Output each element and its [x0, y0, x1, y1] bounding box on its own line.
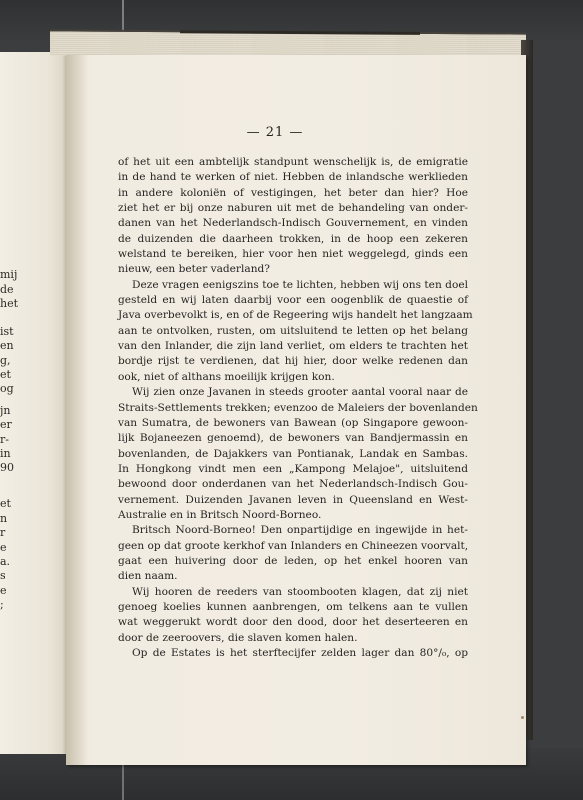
text-line: Deze vragen eenigszins toe te lichten, hebben wij ons ten doel [132, 278, 468, 291]
left-page [0, 52, 70, 754]
page-body-text [118, 155, 478, 661]
text-line: ziet het er bij onze naburen uit met de behandeling van onder- [118, 202, 468, 215]
text-line: Java overbevolkt is, en of de Regeering wijs handelt het langzaam [118, 309, 473, 322]
text-line: bewoond door onderdanen van het Nederlandsch-Indisch Gou- [118, 478, 468, 491]
left-page-text-fragment: a. [0, 555, 11, 568]
text-line: in andere koloniën of vestigingen, het beter dan hier? Hoe [118, 186, 468, 199]
text-line: nieuw, een beter vaderland? [118, 263, 270, 276]
text-line: Wij zien onze Javanen in steeds grooter aantal vooral naar de [132, 386, 468, 399]
left-page-text-fragment: het [0, 297, 19, 310]
text-line: de duizenden die daarheen trokken, in de hoop een zekeren [118, 232, 468, 245]
left-page-text-fragment: et [0, 497, 11, 510]
left-page-text-fragment: jn [0, 404, 11, 417]
left-page-text-fragment: en [0, 339, 14, 352]
text-line: of het uit een ambtelijk standpunt wenschelijk is, de emigratie [118, 156, 468, 168]
text-line: aan te ontvolken, rusten, om uitsluitend te letten op het belang [118, 324, 468, 337]
text-line: Straits-Settlements trekken; evenzoo de Maleiers der bovenlanden [118, 401, 478, 414]
text-line: bordje rijst te verdienen, dat hij hier, door welke redenen dan [118, 355, 468, 368]
text-line: van den Inlander, die zijn land verliet, om elders te trachten het [118, 340, 468, 353]
left-page-text-fragment: ; [0, 598, 4, 611]
left-page-text-fragment: mij [0, 268, 18, 281]
text-line: welstand te bereiken, hier voor hen niet weggelegd, ginds een [118, 248, 468, 261]
left-page-text-fragment: e [0, 541, 7, 554]
text-line: Op de Estates is het sterftecijfer zelden lager dan 80°/₀, op [132, 647, 468, 659]
text-line: Britsch Noord-Borneo! Den onpartijdige en ingewijde in het- [132, 524, 468, 537]
text-line: danen van het Nederlandsch-Indisch Gouvernement, en vinden [118, 217, 468, 230]
text-line: vernement. Duizenden Javanen leven in Queensland en West- [118, 493, 468, 506]
left-page-text-fragment: 90 [0, 461, 14, 474]
text-line: in de hand te werken of niet. Hebben de inlandsche werklieden [118, 171, 468, 184]
right-page-gutter-shade [66, 55, 88, 765]
text-line: genoeg koelies kunnen aanbrengen, om telkens aan te vullen [118, 600, 468, 613]
left-page-text-fragment: in [0, 447, 11, 460]
text-line: Wij hooren de reeders van stoombooten klagen, dat zij niet [132, 585, 468, 598]
text-line: wat weggerukt wordt door den dood, door het deserteeren en [118, 616, 468, 629]
left-page-text-fragment: r- [0, 433, 9, 446]
left-page-text-fragment: g, [0, 354, 11, 367]
text-line: door de zeeroovers, die slaven komen halen. [118, 631, 358, 644]
text-line: ook, niet of althans moeilijk krijgen kon. [118, 370, 335, 383]
left-page-text-fragment: et [0, 368, 11, 381]
page-speck [521, 716, 524, 719]
left-page-text-fragment: e [0, 584, 7, 597]
left-page-text-fragment: de [0, 283, 14, 296]
text-line: Australie en in Britsch Noord-Borneo. [118, 508, 322, 521]
book-spine-shadow [180, 30, 420, 35]
text-line: gaat een huivering door de leden, op het enkel hooren van [118, 554, 468, 567]
left-page-text-fragment: r [0, 526, 6, 539]
left-page-text-fragment: n [0, 512, 8, 525]
text-line: In Hongkong vindt men een „Kampong Melajoe", uitsluitend [118, 462, 468, 475]
text-line: geen op dat groote kerkhof van Inlanders en Chineezen voorvalt, [118, 539, 469, 552]
left-page-text-fragment: ist [0, 325, 14, 338]
left-page-text-fragment: s [0, 569, 6, 582]
page-number: — 21 — [246, 125, 304, 140]
text-line: bovenlanden, de Dajakkers van Pontianak, Landak en Sambas. [118, 447, 468, 460]
text-line: gesteld en wij laten daarbij voor een oogenblik de quaestie of [118, 294, 468, 307]
text-line: dien naam. [118, 570, 178, 583]
left-page-text-fragment: er [0, 418, 12, 431]
left-page-text-fragment: og [0, 382, 14, 395]
text-line: lijk Bojaneezen genoemd), de bewoners van Bandjermassin en [118, 432, 468, 445]
text-line: van Sumatra, de bewoners van Bawean (op Singapore gewoon- [118, 416, 468, 429]
